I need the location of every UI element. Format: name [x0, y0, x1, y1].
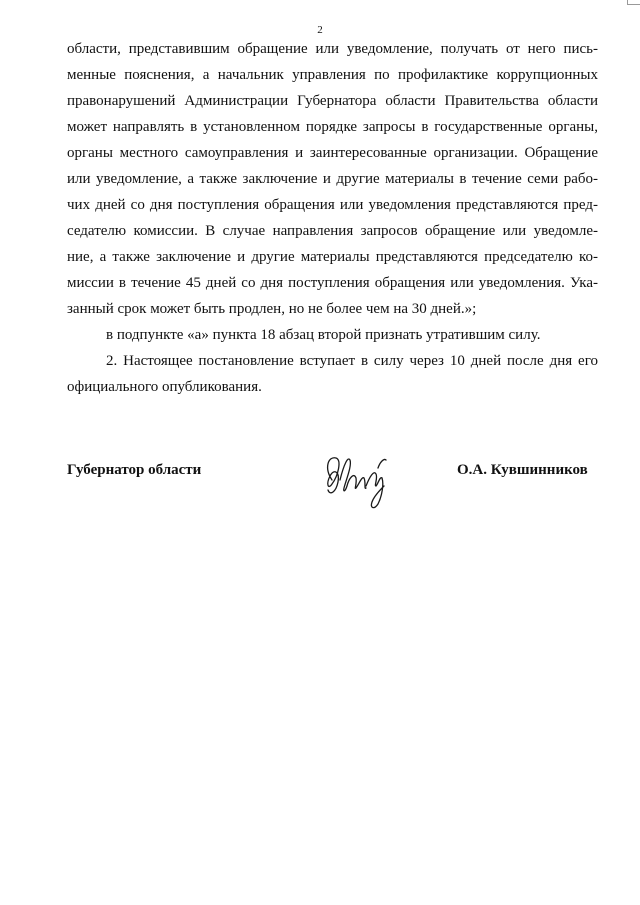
- body-line: или уведомление, а также заключение и другие материалы в течение семи рабо-: [67, 171, 598, 187]
- page-number: 2: [317, 24, 323, 36]
- corner-scan-mark: [627, 0, 640, 5]
- body-line: занный срок может быть продлен, но не более чем на 30 дней.»;: [67, 301, 477, 317]
- signature-icon: [318, 450, 398, 512]
- signer-title: Губернатор области: [67, 462, 202, 478]
- body-line: может направлять в установленном порядке запросы в государственные органы,: [67, 119, 598, 135]
- signature-block: [0, 450, 640, 510]
- body-line: ние, а также заключение и другие материалы представляются председателю ко-: [67, 249, 598, 265]
- document-body: [67, 36, 598, 400]
- body-line: чих дней со дня поступления обращения или уведомления представляются пред-: [67, 197, 598, 213]
- body-line: менные пояснения, а начальник управления по профилактике коррупционных: [67, 67, 598, 83]
- body-line: органы местного самоуправления и заинтересованные организации. Обращение: [67, 145, 598, 161]
- body-line: правонарушений Администрации Губернатора области Правительства области: [67, 93, 598, 109]
- body-line: седателю комиссии. В случае направления запросов обращение или уведомле-: [67, 223, 598, 239]
- signer-name: О.А. Кувшинников: [457, 462, 588, 478]
- body-line: официального опубликования.: [67, 379, 262, 395]
- body-line: миссии в течение 45 дней со дня поступления обращения или уведомления. Ука-: [67, 275, 598, 291]
- body-line: области, представившим обращение или уведомление, получать от него пись-: [67, 41, 598, 57]
- body-line: в подпункте «а» пункта 18 абзац второй признать утратившим силу.: [106, 327, 541, 343]
- body-line: 2. Настоящее постановление вступает в силу через 10 дней после дня его: [106, 353, 598, 369]
